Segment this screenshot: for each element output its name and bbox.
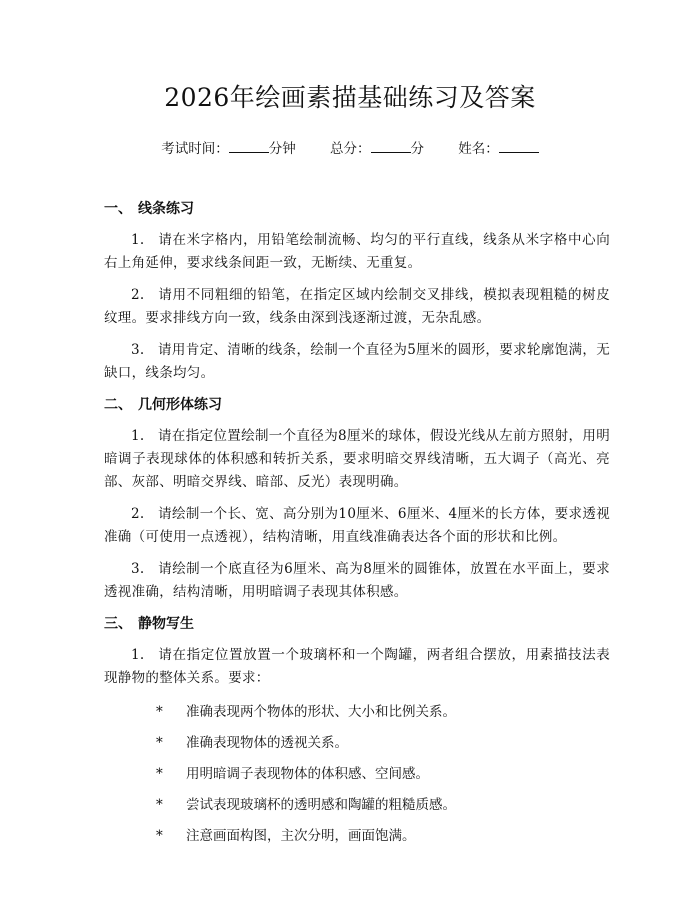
list-item: * 用明暗调子表现物体的体积感、空间感。 xyxy=(156,766,429,782)
question-2-3 xyxy=(104,558,610,604)
total-score-blank xyxy=(371,138,411,153)
question-text: 请在指定位置放置一个玻璃杯和一个陶罐，两者组合摆放，用素描技法表现静物的整体关系。要求： xyxy=(104,647,610,686)
question-1-2 xyxy=(104,284,610,330)
name-field xyxy=(458,138,539,159)
question-1-3 xyxy=(104,339,610,385)
list-item: * 注意画面构图，主次分明，画面饱满。 xyxy=(156,828,416,844)
exam-time-blank xyxy=(229,138,269,153)
bullet-asterisk-icon: * xyxy=(156,704,163,720)
bullet-asterisk-icon: * xyxy=(156,735,163,751)
requirements-list xyxy=(104,702,610,846)
question-2-2 xyxy=(104,503,610,549)
section-heading-2 xyxy=(104,395,610,415)
exam-info xyxy=(90,138,610,159)
total-score-field xyxy=(330,138,424,159)
question-text: 请用肯定、清晰的线条，绘制一个直径为5厘米的圆形，要求轮廓饱满，无缺口，线条均匀。 xyxy=(104,342,610,381)
question-text: 请在指定位置绘制一个直径为8厘米的球体，假设光线从左前方照射，用明暗调子表现球体的体积感和转折关系，要求明暗交界线清晰，五大调子（高光、亮部、灰部、明暗交界线、暗部、反光）表现明确。 xyxy=(104,428,610,490)
section-title: 静物写生 xyxy=(138,616,194,632)
section-title: 线条练习 xyxy=(138,201,194,217)
question-number: 1. xyxy=(131,647,145,663)
name-label: 姓名： xyxy=(458,141,499,157)
question-number: 3. xyxy=(131,342,145,358)
section-heading-1 xyxy=(104,199,610,219)
section-number: 一、 xyxy=(104,201,132,217)
name-blank xyxy=(499,138,539,153)
exam-time-field xyxy=(161,138,296,159)
document-title: 2026年绘画素描基础练习及答案 xyxy=(164,83,536,112)
list-item: * 准确表现物体的透视关系。 xyxy=(156,735,348,751)
question-number: 2. xyxy=(131,506,145,522)
list-item: * 准确表现两个物体的形状、大小和比例关系。 xyxy=(156,704,456,720)
question-3-1 xyxy=(104,644,610,690)
question-text: 请绘制一个底直径为6厘米、高为8厘米的圆锥体，放置在水平面上，要求透视准确，结构清晰，用明暗调子表现其体积感。 xyxy=(104,561,610,600)
question-1-1 xyxy=(104,229,610,275)
question-text: 请用不同粗细的铅笔，在指定区域内绘制交叉排线，模拟表现粗糙的树皮纹理。要求排线方向一致，线条由深到浅逐渐过渡，无杂乱感。 xyxy=(104,287,610,326)
bullet-asterisk-icon: * xyxy=(156,828,163,844)
list-item: * 尝试表现玻璃杯的透明感和陶罐的粗糙质感。 xyxy=(156,797,456,813)
section-number: 二、 xyxy=(104,397,132,413)
bullet-asterisk-icon: * xyxy=(156,766,163,782)
total-score-label: 总分： xyxy=(330,141,371,157)
section-number: 三、 xyxy=(104,616,132,632)
section-title: 几何形体练习 xyxy=(138,397,222,413)
question-number: 1. xyxy=(131,232,145,248)
question-2-1 xyxy=(104,425,610,494)
exam-time-label: 考试时间： xyxy=(161,141,229,157)
total-score-unit: 分 xyxy=(410,141,424,157)
question-number: 1. xyxy=(131,428,145,444)
bullet-asterisk-icon: * xyxy=(156,797,163,813)
section-heading-3 xyxy=(104,614,610,634)
exam-time-unit: 分钟 xyxy=(268,141,296,157)
question-text: 请在米字格内，用铅笔绘制流畅、均匀的平行直线，线条从米字格中心向右上角延伸，要求线条间距一致，无断续、无重复。 xyxy=(104,232,610,271)
question-number: 2. xyxy=(131,287,145,303)
question-number: 3. xyxy=(131,561,145,577)
question-text: 请绘制一个长、宽、高分别为10厘米、6厘米、4厘米的长方体，要求透视准确（可使用一点透视），结构清晰，用直线准确表达各个面的形状和比例。 xyxy=(104,506,610,545)
